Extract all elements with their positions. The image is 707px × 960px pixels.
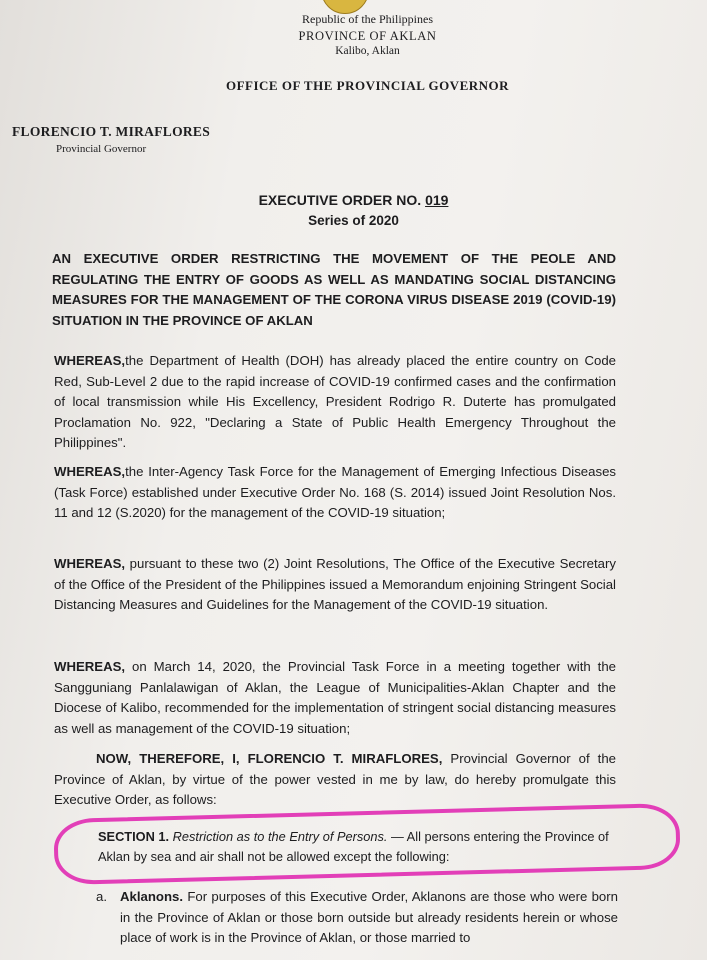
now-therefore-text: Provincial Governor of the Province of Aklan, by virtue of the power vested in me by law, do hereby promulgate this Executive Order, as follows:	[54, 751, 616, 807]
order-number	[0, 192, 707, 208]
now-therefore-lead: NOW, THEREFORE, I, FLORENCIO T. MIRAFLORES,	[96, 751, 443, 766]
letterhead-republic: Republic of the Philippines	[302, 12, 433, 26]
whereas-lead: WHEREAS,	[54, 659, 126, 674]
letterhead-location: Kalibo, Aklan	[335, 45, 400, 57]
whereas-clause	[54, 554, 616, 616]
governor-name: FLORENCIO T. MIRAFLORES	[12, 124, 211, 139]
whereas-text: the Department of Health (DOH) has already placed the entire country on Code Red, Sub-Level 2 due to the rapid increase of COVID-19 confirmed cases and the confirmation of local transmission while His Excellency, President Rodrigo R. Duterte has promulgated Proclamation No. 922, "Declaring a State of Public Health Emergency Throughout the Philippines".	[54, 353, 616, 450]
list-item-text: For purposes of this Executive Order, Aklanons are those who were born in the Province of Aklan or those born outside but already residents herein or whose place of work is in the Province of Aklan, or those married to	[120, 889, 618, 945]
now-therefore-clause	[54, 749, 616, 811]
order-title: AN EXECUTIVE ORDER RESTRICTING THE MOVEMENT OF THE PEOLE AND REGULATING THE ENTRY OF GOODS AS WELL AS MANDATING SOCIAL DISTANCING MEASURES FOR THE MANAGEMENT OF THE CORONA VIRUS DISEASE 2019 (COVID-19) SITUATION IN THE PROVINCE OF AKLAN	[52, 251, 616, 328]
whereas-text: the Inter-Agency Task Force for the Management of Emerging Infectious Diseases (Task Force) established under Executive Order No. 168 (S. 2014) issued Joint Resolution Nos. 11 and 12 (S.2020) for the management of the COVID-19 situation;	[54, 464, 616, 520]
section-1-text: — All persons entering the Province of Aklan by sea and air shall not be allowed except the following:	[98, 829, 609, 864]
order-series: Series of 2020	[308, 213, 399, 228]
whereas-lead: WHEREAS,	[54, 556, 126, 571]
whereas-lead: WHEREAS,	[54, 353, 126, 368]
order-number-value: 019	[425, 192, 449, 208]
letterhead-province: PROVINCE OF AKLAN	[298, 29, 437, 43]
list-item-marker: a.	[96, 889, 107, 904]
whereas-clause	[54, 351, 616, 454]
list-item-lead: Aklanons.	[120, 889, 184, 904]
section-1-heading: Restriction as to the Entry of Persons.	[172, 829, 388, 844]
whereas-clause	[54, 462, 616, 524]
list-item-body	[120, 887, 618, 949]
whereas-clause	[54, 657, 616, 739]
governor-title: Provincial Governor	[56, 143, 147, 155]
section-1	[98, 827, 618, 867]
letterhead-office: OFFICE OF THE PROVINCIAL GOVERNOR	[225, 78, 510, 93]
whereas-text: pursuant to these two (2) Joint Resolutions, The Office of the Executive Secretary of the Office of the President of the Philippines issued a Memorandum enjoining Stringent Social Distancing Measures and Guidelines for the Management of the COVID-19 situation.	[54, 556, 616, 612]
whereas-lead: WHEREAS,	[54, 464, 126, 479]
section-1-label: SECTION 1.	[98, 829, 170, 844]
order-number-prefix: EXECUTIVE ORDER NO.	[258, 192, 422, 208]
whereas-text: on March 14, 2020, the Provincial Task Force in a meeting together with the Sangguniang Panlalawigan of Aklan, the League of Municipalities-Aklan Chapter and the Diocese of Kalibo, recommended for the implementation of stringent social distancing measures as well as management of the COVID-19 situation;	[54, 659, 616, 736]
